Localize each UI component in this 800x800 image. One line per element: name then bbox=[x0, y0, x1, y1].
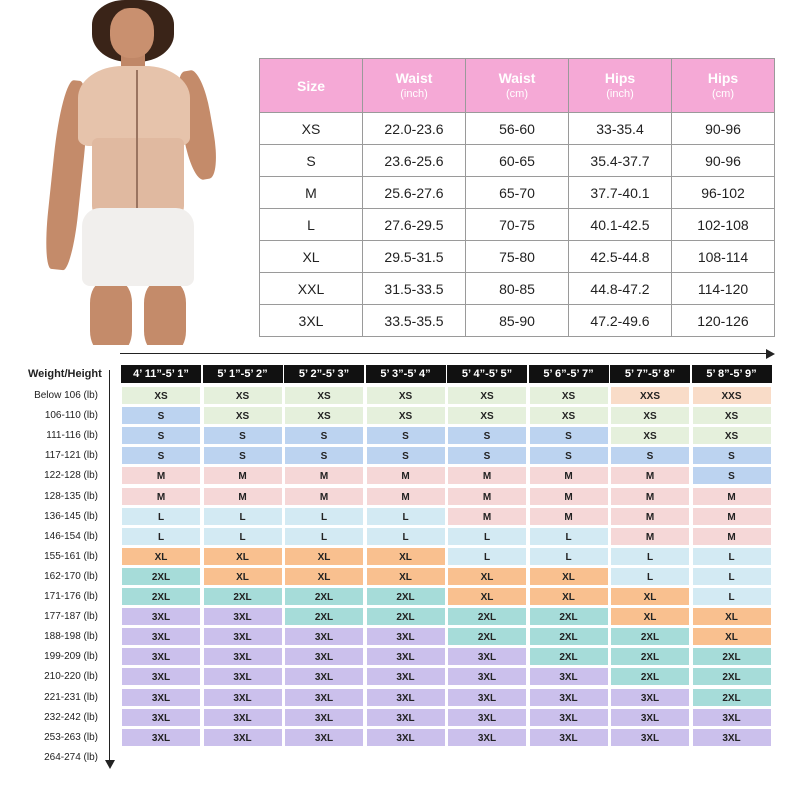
size-table-row bbox=[260, 273, 775, 305]
height-header-cell: 5’ 6”-5’ 7” bbox=[529, 365, 609, 383]
size-grid-cell: L bbox=[692, 567, 772, 586]
size-grid-cell: XS bbox=[203, 406, 283, 425]
size-table-header bbox=[260, 59, 775, 113]
size-grid-cell: S bbox=[121, 406, 201, 425]
size-grid-cell: 2XL bbox=[529, 627, 609, 646]
size-grid-cell: 2XL bbox=[121, 567, 201, 586]
size-grid-cell: 3XL bbox=[121, 607, 201, 626]
size-grid-cell: S bbox=[447, 426, 527, 445]
size-grid-cell: L bbox=[203, 507, 283, 526]
size-grid-cell: 3XL bbox=[447, 688, 527, 707]
size-grid-cell: M bbox=[284, 487, 364, 506]
header-waist-inch: Waist (inch) bbox=[363, 59, 466, 113]
size-table-cell: 31.5-33.5 bbox=[363, 273, 466, 305]
size-grid-cell: XS bbox=[610, 406, 690, 425]
size-grid-cell: 3XL bbox=[529, 728, 609, 747]
size-grid-cell: S bbox=[366, 446, 446, 465]
size-grid-cell: 3XL bbox=[447, 647, 527, 666]
size-grid-cell: M bbox=[692, 487, 772, 506]
weight-row-label: Below 106 (lb) bbox=[34, 390, 98, 401]
size-grid-cell: XS bbox=[692, 406, 772, 425]
size-grid-cell: XS bbox=[610, 426, 690, 445]
size-grid-cell: 3XL bbox=[610, 728, 690, 747]
size-grid-cell: 2XL bbox=[692, 688, 772, 707]
size-grid-cell: S bbox=[366, 426, 446, 445]
size-table-cell: 44.8-47.2 bbox=[569, 273, 672, 305]
size-grid-cell: 2XL bbox=[121, 587, 201, 606]
size-table-cell: 47.2-49.6 bbox=[569, 305, 672, 337]
weight-row-label: 136-145 (lb) bbox=[44, 510, 98, 522]
size-grid-cell: S bbox=[121, 446, 201, 465]
size-grid-cell: 3XL bbox=[203, 647, 283, 666]
size-grid-cell: 3XL bbox=[447, 667, 527, 686]
size-table-cell: XL bbox=[260, 241, 363, 273]
size-grid-cell: M bbox=[610, 507, 690, 526]
size-grid-cell: XL bbox=[610, 607, 690, 626]
weight-row-label: 232-242 (lb) bbox=[44, 711, 98, 723]
size-grid-cell: 3XL bbox=[366, 728, 446, 747]
size-measurement-table bbox=[259, 58, 775, 337]
size-grid-cell: M bbox=[692, 507, 772, 526]
size-grid-cell: 3XL bbox=[284, 688, 364, 707]
size-grid-cell: 2XL bbox=[610, 627, 690, 646]
height-header-cell: 5’ 2”-5’ 3” bbox=[284, 365, 364, 383]
size-grid-cell: M bbox=[284, 466, 364, 485]
size-grid-cell: M bbox=[447, 487, 527, 506]
size-table-cell: 85-90 bbox=[466, 305, 569, 337]
size-table-cell: 65-70 bbox=[466, 177, 569, 209]
size-grid-cell: L bbox=[610, 567, 690, 586]
size-grid-cell: M bbox=[529, 466, 609, 485]
size-grid-cell: 3XL bbox=[284, 728, 364, 747]
height-axis-arrow bbox=[120, 353, 768, 354]
size-grid-cell: XS bbox=[121, 386, 201, 405]
size-grid-cell: M bbox=[203, 466, 283, 485]
weight-height-corner-label: Weight/Height bbox=[28, 368, 102, 380]
size-grid-cell: XS bbox=[366, 386, 446, 405]
header-hips-inch: Hips (inch) bbox=[569, 59, 672, 113]
size-grid-cell: XS bbox=[447, 386, 527, 405]
size-table-cell: 75-80 bbox=[466, 241, 569, 273]
size-grid-cell: 3XL bbox=[284, 627, 364, 646]
size-grid-cell: XS bbox=[529, 386, 609, 405]
size-table-cell: L bbox=[260, 209, 363, 241]
weight-row-label: 221-231 (lb) bbox=[44, 691, 98, 703]
size-grid-cell: 3XL bbox=[203, 627, 283, 646]
size-table-cell: 120-126 bbox=[672, 305, 775, 337]
size-table-cell: 33-35.4 bbox=[569, 113, 672, 145]
size-table-cell: 37.7-40.1 bbox=[569, 177, 672, 209]
size-grid-cell: XL bbox=[284, 567, 364, 586]
header-hips-cm: Hips (cm) bbox=[672, 59, 775, 113]
size-table-cell: S bbox=[260, 145, 363, 177]
size-grid-cell: XS bbox=[529, 406, 609, 425]
size-grid-cell: 3XL bbox=[203, 667, 283, 686]
size-grid-cell: S bbox=[121, 426, 201, 445]
size-table-cell: 90-96 bbox=[672, 113, 775, 145]
size-grid-cell: XL bbox=[366, 547, 446, 566]
weight-row-label: 122-128 (lb) bbox=[44, 470, 98, 482]
size-grid-cell: 3XL bbox=[121, 688, 201, 707]
size-grid-cell: S bbox=[692, 446, 772, 465]
size-grid-cell: 2XL bbox=[284, 587, 364, 606]
size-grid-cell: 3XL bbox=[203, 607, 283, 626]
size-grid-cell: XS bbox=[284, 406, 364, 425]
size-grid-cell: 2XL bbox=[366, 607, 446, 626]
size-table-cell: 80-85 bbox=[466, 273, 569, 305]
size-grid-cell: 3XL bbox=[203, 708, 283, 727]
size-grid-cell: 3XL bbox=[529, 708, 609, 727]
size-table-cell: 25.6-27.6 bbox=[363, 177, 466, 209]
size-grid-cell: L bbox=[529, 547, 609, 566]
size-grid-cell: 3XL bbox=[529, 667, 609, 686]
size-grid-cell: XL bbox=[610, 587, 690, 606]
size-table-row bbox=[260, 209, 775, 241]
weight-row-label: 106-110 (lb) bbox=[44, 410, 98, 422]
size-grid-cell: 3XL bbox=[203, 728, 283, 747]
weight-row-label: 117-121 (lb) bbox=[44, 450, 98, 462]
size-grid-cell: 3XL bbox=[203, 688, 283, 707]
weight-row-label: 128-135 (lb) bbox=[44, 490, 98, 502]
size-grid-cell: XL bbox=[366, 567, 446, 586]
size-table-cell: 40.1-42.5 bbox=[569, 209, 672, 241]
height-header-cell: 5’ 3”-5’ 4” bbox=[366, 365, 446, 383]
size-table-cell: XS bbox=[260, 113, 363, 145]
size-grid-cell: S bbox=[284, 426, 364, 445]
size-grid-cell: M bbox=[121, 466, 201, 485]
height-header-cell: 4’ 11”-5’ 1” bbox=[121, 365, 201, 383]
size-grid-cell: 2XL bbox=[529, 607, 609, 626]
size-grid-cell: XL bbox=[121, 547, 201, 566]
weight-row-label: 146-154 (lb) bbox=[44, 530, 98, 542]
weight-row-label: 188-198 (lb) bbox=[44, 631, 98, 643]
size-grid-cell: 3XL bbox=[121, 627, 201, 646]
size-grid-cell: M bbox=[692, 527, 772, 546]
size-grid-cell: 3XL bbox=[366, 627, 446, 646]
size-table-cell: 60-65 bbox=[466, 145, 569, 177]
size-grid-cell: 2XL bbox=[203, 587, 283, 606]
size-table-cell: 22.0-23.6 bbox=[363, 113, 466, 145]
size-grid-cell: 3XL bbox=[284, 708, 364, 727]
weight-row-label: 111-116 (lb) bbox=[46, 430, 98, 442]
size-grid-cell: 3XL bbox=[610, 688, 690, 707]
size-grid-cell: M bbox=[610, 527, 690, 546]
size-grid-cell: 2XL bbox=[610, 647, 690, 666]
size-grid-cell: M bbox=[610, 487, 690, 506]
size-grid-cell: L bbox=[366, 527, 446, 546]
size-grid-cell: XL bbox=[284, 547, 364, 566]
size-table-row bbox=[260, 241, 775, 273]
weight-row-label: 171-176 (lb) bbox=[44, 591, 98, 602]
size-grid-cell: L bbox=[203, 527, 283, 546]
size-grid-cell: L bbox=[529, 527, 609, 546]
size-table-cell: 23.6-25.6 bbox=[363, 145, 466, 177]
size-grid-cell: XS bbox=[366, 406, 446, 425]
size-table-cell: XXL bbox=[260, 273, 363, 305]
size-table-cell: 27.6-29.5 bbox=[363, 209, 466, 241]
size-table-cell: 56-60 bbox=[466, 113, 569, 145]
size-grid-cell: L bbox=[121, 527, 201, 546]
size-grid-cell: S bbox=[203, 446, 283, 465]
size-grid-cell: M bbox=[121, 487, 201, 506]
size-table-cell: 108-114 bbox=[672, 241, 775, 273]
size-table-cell: 70-75 bbox=[466, 209, 569, 241]
size-grid-cell: 3XL bbox=[366, 708, 446, 727]
size-grid-cell: S bbox=[529, 426, 609, 445]
weight-row-label: 253-263 (lb) bbox=[44, 731, 98, 743]
size-grid-cell: 2XL bbox=[284, 607, 364, 626]
size-grid-cell: XS bbox=[203, 386, 283, 405]
size-grid-cell: XXS bbox=[692, 386, 772, 405]
size-grid-cell: L bbox=[447, 527, 527, 546]
weight-row-label: 177-187 (lb) bbox=[44, 611, 98, 623]
size-grid-cell: L bbox=[692, 587, 772, 606]
size-grid-cell: S bbox=[203, 426, 283, 445]
size-table-cell: 29.5-31.5 bbox=[363, 241, 466, 273]
size-grid-cell: 3XL bbox=[121, 667, 201, 686]
size-grid-cell: XL bbox=[692, 607, 772, 626]
height-header-cell: 5’ 8”-5’ 9” bbox=[692, 365, 772, 383]
size-grid-cell: XL bbox=[447, 567, 527, 586]
header-waist-cm: Waist (cm) bbox=[466, 59, 569, 113]
size-table-cell: 96-102 bbox=[672, 177, 775, 209]
height-header-cell: 5’ 1”-5’ 2” bbox=[203, 365, 283, 383]
size-table-cell: 90-96 bbox=[672, 145, 775, 177]
size-grid-cell: 2XL bbox=[610, 667, 690, 686]
size-grid-cell: M bbox=[447, 507, 527, 526]
size-grid-cell: 3XL bbox=[284, 647, 364, 666]
size-grid-cell: L bbox=[284, 527, 364, 546]
weight-row-label: 199-209 (lb) bbox=[44, 651, 98, 663]
weight-row-label: 264-274 (lb) bbox=[44, 751, 98, 763]
weight-row-label: 155-161 (lb) bbox=[44, 550, 98, 562]
height-header-cell: 5’ 7”-5’ 8” bbox=[610, 365, 690, 383]
size-table-cell: 114-120 bbox=[672, 273, 775, 305]
size-grid-cell: M bbox=[203, 487, 283, 506]
size-grid-cell: L bbox=[121, 507, 201, 526]
size-grid-cell: 3XL bbox=[692, 728, 772, 747]
size-grid-cell: 3XL bbox=[610, 708, 690, 727]
size-grid-cell: XL bbox=[692, 627, 772, 646]
size-grid-cell: L bbox=[447, 547, 527, 566]
size-table-row bbox=[260, 177, 775, 209]
weight-axis-arrowhead bbox=[105, 760, 115, 769]
size-grid-cell: M bbox=[529, 507, 609, 526]
size-grid-cell: 3XL bbox=[447, 708, 527, 727]
size-grid-cell: M bbox=[529, 487, 609, 506]
size-table-cell: 35.4-37.7 bbox=[569, 145, 672, 177]
size-grid-cell: 3XL bbox=[366, 667, 446, 686]
size-table-cell: 33.5-35.5 bbox=[363, 305, 466, 337]
size-grid-cell: 3XL bbox=[447, 728, 527, 747]
model-photo bbox=[40, 0, 255, 345]
size-grid-cell: 3XL bbox=[121, 728, 201, 747]
header-size: Size bbox=[260, 59, 363, 113]
size-grid-cell: XL bbox=[529, 587, 609, 606]
size-grid-cell: XS bbox=[447, 406, 527, 425]
size-grid-cell: S bbox=[447, 446, 527, 465]
size-grid-cell: L bbox=[366, 507, 446, 526]
height-header-cell: 5’ 4”-5’ 5” bbox=[447, 365, 527, 383]
size-grid-cell: L bbox=[284, 507, 364, 526]
size-grid-cell: S bbox=[529, 446, 609, 465]
size-grid-cell: 3XL bbox=[366, 688, 446, 707]
size-grid-cell: 2XL bbox=[447, 607, 527, 626]
size-grid-cell: S bbox=[692, 466, 772, 485]
size-grid-cell: XL bbox=[447, 587, 527, 606]
size-grid-cell: M bbox=[610, 466, 690, 485]
size-grid-cell: XL bbox=[203, 567, 283, 586]
size-grid-cell: 2XL bbox=[366, 587, 446, 606]
size-table-row bbox=[260, 305, 775, 337]
size-grid-cell: 3XL bbox=[284, 667, 364, 686]
weight-row-label: 162-170 (lb) bbox=[44, 570, 98, 582]
size-grid-cell: 2XL bbox=[447, 627, 527, 646]
size-table-row bbox=[260, 113, 775, 145]
size-grid-cell: L bbox=[692, 547, 772, 566]
size-grid-cell: XS bbox=[284, 386, 364, 405]
weight-row-label: 210-220 (lb) bbox=[44, 671, 98, 683]
size-grid-cell: S bbox=[284, 446, 364, 465]
height-axis-arrowhead bbox=[766, 349, 775, 359]
size-table-cell: 42.5-44.8 bbox=[569, 241, 672, 273]
size-grid-cell: 2XL bbox=[692, 667, 772, 686]
size-grid-cell: M bbox=[447, 466, 527, 485]
size-grid-cell: XL bbox=[529, 567, 609, 586]
size-grid-cell: L bbox=[610, 547, 690, 566]
size-table-cell: 3XL bbox=[260, 305, 363, 337]
size-grid-cell: M bbox=[366, 487, 446, 506]
size-grid-cell: XL bbox=[203, 547, 283, 566]
size-grid-cell: S bbox=[610, 446, 690, 465]
size-grid-cell: XXS bbox=[610, 386, 690, 405]
size-grid-cell: 2XL bbox=[692, 647, 772, 666]
size-grid-cell: 3XL bbox=[366, 647, 446, 666]
size-grid-cell: 3XL bbox=[121, 708, 201, 727]
size-grid-cell: 3XL bbox=[692, 708, 772, 727]
size-grid-cell: 2XL bbox=[529, 647, 609, 666]
size-table-row bbox=[260, 145, 775, 177]
size-table-cell: M bbox=[260, 177, 363, 209]
weight-axis-arrow bbox=[109, 370, 110, 762]
size-table-cell: 102-108 bbox=[672, 209, 775, 241]
size-grid-cell: XS bbox=[692, 426, 772, 445]
size-grid-cell: 3XL bbox=[121, 647, 201, 666]
size-grid-cell: 3XL bbox=[529, 688, 609, 707]
size-grid-cell: M bbox=[366, 466, 446, 485]
